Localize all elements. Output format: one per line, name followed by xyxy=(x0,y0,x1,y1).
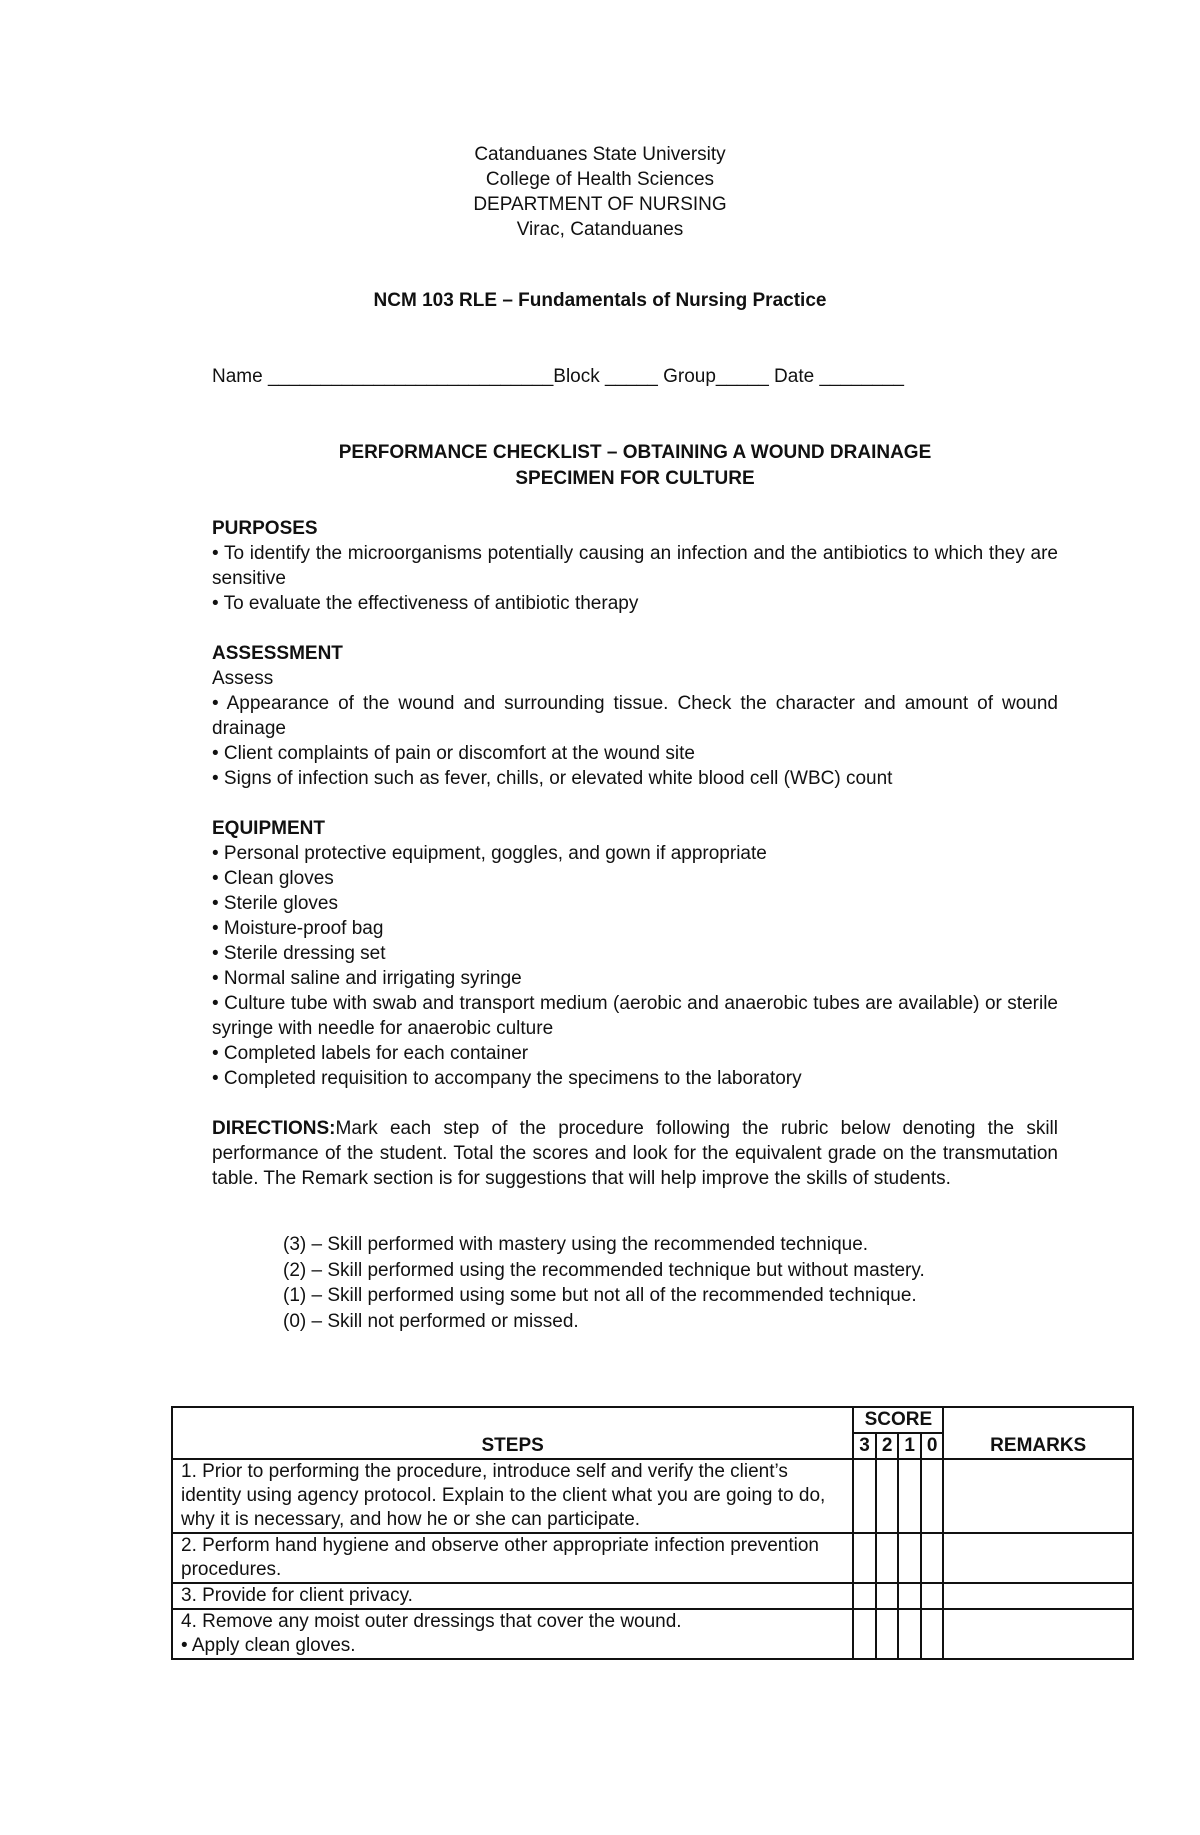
remarks-column-header: REMARKS xyxy=(943,1407,1133,1459)
step-cell xyxy=(172,1609,853,1659)
score-cell-2[interactable] xyxy=(876,1459,899,1533)
equipment-item: • Personal protective equipment, goggles, and gown if appropriate xyxy=(212,843,767,864)
equipment-item: • Clean gloves xyxy=(212,868,334,889)
score-header-0: 0 xyxy=(921,1433,944,1459)
remarks-cell[interactable] xyxy=(943,1533,1133,1583)
rubric-item: (1) – Skill performed using some but not all of the recommended technique. xyxy=(283,1285,917,1306)
purposes-heading: PURPOSES xyxy=(212,518,318,539)
step-cell: 3. Provide for client privacy. xyxy=(172,1583,853,1609)
step-cell: 1. Prior to performing the procedure, introduce self and verify the client’s identity using agency protocol. Explain to the client what you are going to do, why it is necessary, and how he or she can participate. xyxy=(172,1459,853,1533)
department-name: DEPARTMENT OF NURSING xyxy=(473,194,727,215)
checklist-title-line2: SPECIMEN FOR CULTURE xyxy=(515,468,755,489)
purpose-item: • To identify the microorganisms potentially causing an infection and the antibiotics to which they are sensitive xyxy=(212,543,1058,589)
course-title: NCM 103 RLE – Fundamentals of Nursing Practice xyxy=(373,290,827,311)
college-name: College of Health Sciences xyxy=(485,169,715,190)
assessment-item: • Client complaints of pain or discomfort at the wound site xyxy=(212,743,695,764)
assessment-item: • Signs of infection such as fever, chills, or elevated white blood cell (WBC) count xyxy=(212,768,893,789)
institution-header xyxy=(0,142,1200,242)
remarks-cell[interactable] xyxy=(943,1459,1133,1533)
step-cell: 2. Perform hand hygiene and observe other appropriate infection prevention procedures. xyxy=(172,1533,853,1583)
score-column-header: SCORE xyxy=(853,1407,943,1433)
score-cell-1[interactable] xyxy=(898,1609,921,1659)
body-content xyxy=(212,516,1058,1191)
purpose-item: • To evaluate the effectiveness of antibiotic therapy xyxy=(212,593,639,614)
rubric-item: (2) – Skill performed using the recommended technique but without mastery. xyxy=(283,1259,925,1281)
assessment-heading: ASSESSMENT xyxy=(212,643,343,664)
score-header-2: 2 xyxy=(876,1433,899,1459)
directions-label: DIRECTIONS: xyxy=(212,1118,336,1139)
score-cell-0[interactable] xyxy=(921,1583,944,1609)
performance-checklist-table xyxy=(171,1406,1134,1660)
remarks-cell[interactable] xyxy=(943,1609,1133,1659)
rubric-item: (0) – Skill not performed or missed. xyxy=(283,1310,579,1332)
score-cell-2[interactable] xyxy=(876,1609,899,1659)
equipment-item: • Sterile gloves xyxy=(212,893,338,914)
step-subitem: • Apply clean gloves. xyxy=(181,1635,356,1656)
score-cell-1[interactable] xyxy=(898,1459,921,1533)
score-cell-2[interactable] xyxy=(876,1583,899,1609)
table-row xyxy=(172,1583,1133,1609)
table-row xyxy=(172,1609,1133,1659)
score-cell-3[interactable] xyxy=(853,1583,876,1609)
rubric-list xyxy=(283,1232,925,1334)
score-cell-0[interactable] xyxy=(921,1459,944,1533)
student-info-line: Name ___________________________Block _____ Group_____ Date ________ xyxy=(212,366,904,387)
equipment-item: • Culture tube with swab and transport medium (aerobic and anaerobic tubes are available) or sterile syringe with needle for anaerobic culture xyxy=(212,993,1058,1039)
table-row xyxy=(172,1459,1133,1533)
equipment-item: • Normal saline and irrigating syringe xyxy=(212,968,522,989)
equipment-item: • Completed requisition to accompany the specimens to the laboratory xyxy=(212,1068,802,1089)
step-text: 4. Remove any moist outer dressings that cover the wound. xyxy=(181,1611,682,1632)
score-header-3: 3 xyxy=(853,1433,876,1459)
score-cell-3[interactable] xyxy=(853,1459,876,1533)
equipment-heading: EQUIPMENT xyxy=(212,818,325,839)
equipment-item: • Completed labels for each container xyxy=(212,1043,529,1064)
checklist-title xyxy=(0,440,1200,492)
score-cell-0[interactable] xyxy=(921,1533,944,1583)
rubric-item: (3) – Skill performed with mastery using the recommended technique. xyxy=(283,1234,869,1255)
table-row xyxy=(172,1533,1133,1583)
steps-column-header: STEPS xyxy=(172,1407,853,1459)
score-header-1: 1 xyxy=(898,1433,921,1459)
score-cell-3[interactable] xyxy=(853,1533,876,1583)
checklist-title-line1: PERFORMANCE CHECKLIST – OBTAINING A WOUND DRAINAGE xyxy=(338,442,932,463)
assessment-intro: Assess xyxy=(212,668,274,689)
score-cell-1[interactable] xyxy=(898,1533,921,1583)
score-cell-2[interactable] xyxy=(876,1533,899,1583)
location-text: Virac, Catanduanes xyxy=(516,219,684,240)
score-cell-1[interactable] xyxy=(898,1583,921,1609)
remarks-cell[interactable] xyxy=(943,1583,1133,1609)
directions-text: Mark each step of the procedure following the rubric below denoting the skill performance of the student. Total the scores and look for the equivalent grade on the transmutation table. The Remark section is for suggestions that will help improve the skills of students. xyxy=(212,1118,1058,1189)
university-name: Catanduanes State University xyxy=(474,144,726,165)
score-cell-0[interactable] xyxy=(921,1609,944,1659)
assessment-item: • Appearance of the wound and surrounding tissue. Check the character and amount of wound drainage xyxy=(212,693,1058,739)
equipment-item: • Sterile dressing set xyxy=(212,943,386,964)
directions-paragraph xyxy=(212,1116,1058,1191)
score-cell-3[interactable] xyxy=(853,1609,876,1659)
equipment-item: • Moisture-proof bag xyxy=(212,918,384,939)
